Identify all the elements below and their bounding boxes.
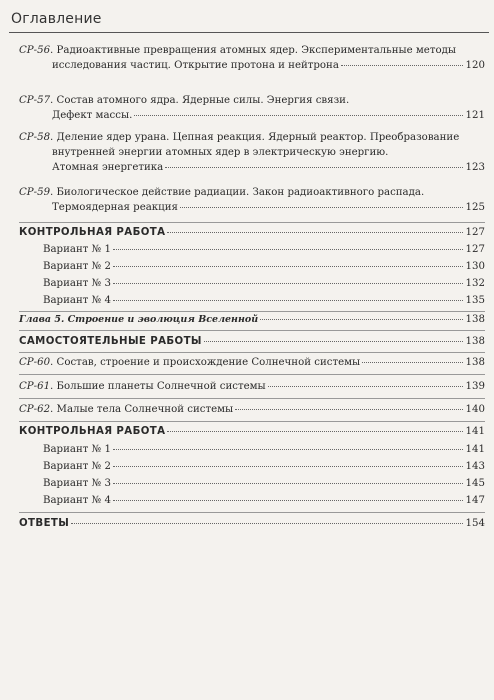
toc-chapter-5[interactable] [19,312,485,327]
entry-code: СР-60. [19,357,54,368]
entry-code: СР-56. [19,45,54,56]
toc-entry-sr58[interactable] [19,130,485,175]
entry-text: Большие планеты Солнечной системы [56,381,266,392]
leader-dots [260,318,463,320]
leader-dots [235,408,463,410]
leader-dots [362,361,463,363]
divider [19,398,485,399]
toc-section-control-1[interactable] [19,225,485,240]
toc-entry-sr56[interactable] [19,43,485,73]
toc-variant-3[interactable] [19,276,485,291]
entry-text: внутренней энергии атомных ядер в электрическую энергию. [52,147,389,158]
page-number: 125 [465,202,485,213]
toc-variant-1[interactable] [19,242,485,257]
page-title: Оглавление [11,11,102,27]
entry-text: Малые тела Солнечной системы [56,404,234,415]
page-number: 145 [465,478,485,489]
page-number: 130 [465,261,485,272]
page-number: 132 [465,278,485,289]
variant-label: Вариант № 3 [43,478,111,489]
entry-code: СР-62. [19,404,54,415]
variant-label: Вариант № 2 [43,461,111,472]
leader-dots [167,231,463,233]
variant-label: Вариант № 2 [43,261,111,272]
page-number: 154 [465,518,485,529]
entry-text: Биологическое действие радиации. Закон радиоактивного распада. [56,187,425,198]
toc-section-independent[interactable] [19,334,485,349]
section-title: КОНТРОЛЬНАЯ РАБОТА [19,426,166,437]
divider [19,352,485,353]
toc-entry-sr62[interactable] [19,402,485,417]
page-number: 140 [465,404,485,415]
variant-label: Вариант № 1 [43,244,111,255]
page-number: 120 [465,60,485,71]
leader-dots [180,206,463,208]
section-title: КОНТРОЛЬНАЯ РАБОТА [19,227,166,238]
leader-dots [113,265,463,267]
page-number: 138 [465,357,485,368]
entry-code: СР-57. [19,95,54,106]
page-number: 138 [465,336,485,347]
toc-entry-sr59[interactable] [19,185,485,215]
toc-entry-sr61[interactable] [19,379,485,394]
divider [19,330,485,331]
toc-entry-sr60[interactable] [19,355,485,370]
page-number: 147 [465,495,485,506]
leader-dots [71,522,463,524]
toc-variant-4[interactable] [19,493,485,508]
toc-variant-2[interactable] [19,259,485,274]
chapter-title: Глава 5. Строение и эволюция Вселенной [19,314,259,325]
leader-dots [204,340,463,342]
entry-text: Атомная энергетика [52,162,164,173]
section-title: САМОСТОЯТЕЛЬНЫЕ РАБОТЫ [19,336,202,347]
page-number: 143 [465,461,485,472]
divider [19,374,485,375]
leader-dots [268,385,463,387]
page-number: 141 [465,444,485,455]
entry-text: Состав атомного ядра. Ядерные силы. Энергия связи. [56,95,350,106]
toc-section-answers[interactable] [19,516,485,531]
page-number: 138 [465,314,485,325]
divider [19,512,485,513]
toc-variant-1[interactable] [19,442,485,457]
entry-text: Деление ядер урана. Цепная реакция. Ядерный реактор. Преобразование [56,132,460,143]
leader-dots [113,465,463,467]
page-number: 121 [465,110,485,121]
page-number: 141 [465,426,485,437]
divider [19,222,485,223]
leader-dots [341,64,463,66]
entry-code: СР-58. [19,132,54,143]
entry-text: Состав, строение и происхождение Солнечной системы [56,357,361,368]
page-number: 127 [465,244,485,255]
page-number: 127 [465,227,485,238]
entry-text: Радиоактивные превращения атомных ядер. Экспериментальные методы [56,45,456,56]
page-header [9,10,489,33]
entry-text: исследования частиц. Открытие протона и нейтрона [52,60,339,71]
leader-dots [113,282,463,284]
leader-dots [167,430,463,432]
leader-dots [113,448,463,450]
page-number: 135 [465,295,485,306]
entry-code: СР-59. [19,187,54,198]
toc-variant-4[interactable] [19,293,485,308]
leader-dots [113,482,463,484]
leader-dots [113,248,463,250]
page-number: 123 [465,162,485,173]
leader-dots [134,114,463,116]
variant-label: Вариант № 4 [43,295,111,306]
entry-text: Дефект массы. [52,110,133,121]
leader-dots [165,166,463,168]
toc-variant-3[interactable] [19,476,485,491]
page-number: 139 [465,381,485,392]
leader-dots [113,499,463,501]
entry-text: Термоядерная реакция [52,202,178,213]
section-title: ОТВЕТЫ [19,518,70,529]
variant-label: Вариант № 1 [43,444,111,455]
toc-variant-2[interactable] [19,459,485,474]
toc-entry-sr57[interactable] [19,93,485,123]
divider [19,421,485,422]
variant-label: Вариант № 4 [43,495,111,506]
entry-code: СР-61. [19,381,54,392]
variant-label: Вариант № 3 [43,278,111,289]
leader-dots [113,299,463,301]
toc-section-control-2[interactable] [19,424,485,439]
